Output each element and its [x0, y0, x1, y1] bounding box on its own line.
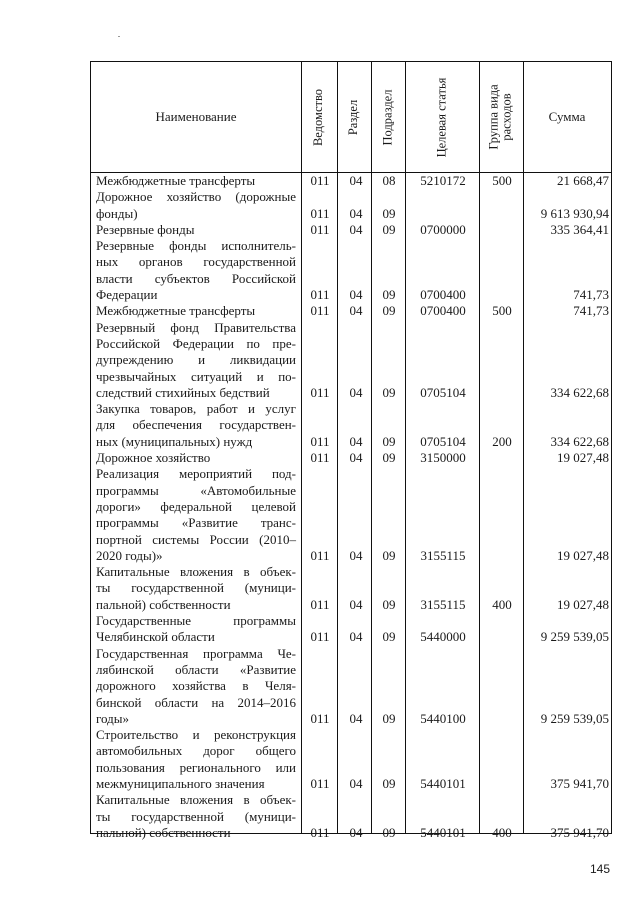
cell-vedomstvo: 011 [310, 596, 330, 612]
cell-celevaya-statya: 5440101 [420, 776, 466, 792]
cell-podrazdel: 09 [382, 303, 396, 319]
cell-vedomstvo: 011 [310, 450, 330, 466]
row-name-line: Дорожное хозяйство (дорожные [96, 189, 296, 205]
row-name [96, 613, 296, 646]
row-name-line: Федерации [96, 287, 158, 303]
cell-celevaya-statya: 5440101 [420, 824, 466, 840]
header-name: Наименование [155, 109, 237, 124]
cell-vedomstvo: 011 [310, 629, 330, 645]
cell-celevaya-statya: 3155115 [420, 596, 466, 612]
cell-gruppa: 500 [492, 173, 512, 188]
cell-celevaya-statya: 0700400 [420, 287, 466, 303]
cell-vedomstvo: 011 [310, 173, 330, 188]
row-name-line: для обеспечения государствен- [96, 417, 296, 433]
cell-podrazdel: 09 [382, 710, 396, 726]
cell-razdel: 04 [349, 433, 363, 449]
row-name-line: Капитальные вложения в объек- [96, 792, 296, 808]
cell-podrazdel: 09 [382, 221, 396, 237]
row-name [96, 646, 296, 727]
cell-celevaya-statya: 5210172 [420, 173, 466, 188]
cell-razdel: 04 [349, 221, 363, 237]
header-gruppa-line1: Группа вида [487, 84, 502, 150]
cell-summa: 19 027,48 [557, 596, 609, 612]
cell-podrazdel: 08 [382, 173, 396, 188]
table-row [91, 238, 611, 303]
row-name [96, 238, 296, 303]
row-name-line: Реализация мероприятий под- [96, 466, 296, 482]
row-name [96, 727, 296, 792]
row-name-line: лябинской области «Развитие [96, 661, 296, 677]
cell-vedomstvo: 011 [310, 710, 330, 726]
header-gruppa-line2: расходов [500, 93, 515, 141]
row-name-line: ных (муниципальных) нужд [96, 433, 253, 449]
row-name-line: Межбюджетные трансферты [96, 303, 256, 319]
table-row [91, 727, 611, 792]
row-name-line: Межбюджетные трансферты [96, 173, 256, 188]
cell-celevaya-statya: 0705104 [420, 433, 466, 449]
row-name [96, 401, 296, 450]
cell-summa: 741,73 [573, 287, 609, 303]
row-name-line: пальной) собственности [96, 824, 231, 840]
row-name-line: бинской области на 2014–2016 [96, 694, 296, 710]
scan-speck [118, 36, 120, 37]
row-name-line: программы «Автомобильные [96, 482, 296, 498]
row-name [96, 792, 296, 841]
row-name-line: автомобильных дорог общего [96, 743, 296, 759]
table-row [91, 222, 611, 238]
cell-razdel: 04 [349, 205, 363, 221]
table-row [91, 466, 611, 564]
cell-vedomstvo: 011 [310, 776, 330, 792]
table-row [91, 189, 611, 222]
cell-celevaya-statya: 3155115 [420, 547, 466, 563]
cell-summa: 21 668,47 [557, 173, 609, 188]
row-name-line: фонды) [96, 205, 138, 221]
cell-summa: 19 027,48 [557, 450, 609, 466]
cell-razdel: 04 [349, 450, 363, 466]
cell-summa: 9 259 539,05 [540, 629, 609, 645]
table-row [91, 173, 611, 189]
row-name-line: годы» [96, 710, 129, 726]
row-name-line: портной системы России (2010– [96, 531, 296, 547]
row-name-line: Резервные фонды исполнитель- [96, 238, 296, 254]
row-name-line: Челябинской области [96, 629, 215, 645]
cell-podrazdel: 09 [382, 776, 396, 792]
cell-podrazdel: 09 [382, 450, 396, 466]
row-name-line: дороги» федеральной целевой [96, 498, 296, 514]
cell-celevaya-statya: 0700400 [420, 303, 466, 319]
header-podrazdel-cell [371, 62, 405, 172]
header-name-cell [91, 62, 301, 172]
row-name-line: Резервные фонды [96, 221, 195, 237]
cell-razdel: 04 [349, 710, 363, 726]
row-name [96, 320, 296, 401]
header-razdel: Раздел [346, 99, 361, 135]
cell-vedomstvo: 011 [310, 547, 330, 563]
cell-vedomstvo: 011 [310, 221, 330, 237]
cell-podrazdel: 09 [382, 596, 396, 612]
cell-summa: 9 613 930,94 [540, 205, 609, 221]
row-name [96, 173, 296, 189]
budget-table [90, 61, 612, 840]
row-name-line: Государственные программы [96, 613, 296, 629]
cell-razdel: 04 [349, 287, 363, 303]
row-name [96, 466, 296, 564]
table-row [91, 792, 611, 841]
row-name-line: программы «Развитие транс- [96, 515, 296, 531]
cell-podrazdel: 09 [382, 824, 396, 840]
cell-razdel: 04 [349, 303, 363, 319]
row-name-line: пальной) собственности [96, 596, 231, 612]
page-number: 145 [589, 862, 610, 876]
cell-razdel: 04 [349, 596, 363, 612]
cell-summa: 334 622,68 [550, 433, 609, 449]
table-row [91, 401, 611, 450]
row-name-line: межмуниципального значения [96, 776, 265, 792]
cell-razdel: 04 [349, 824, 363, 840]
cell-podrazdel: 09 [382, 287, 396, 303]
cell-vedomstvo: 011 [310, 384, 330, 400]
row-name [96, 222, 296, 238]
row-name-line: Капитальные вложения в объек- [96, 564, 296, 580]
row-name-line: Российской Федерации по пре- [96, 335, 296, 351]
cell-celevaya-statya: 3150000 [420, 450, 466, 466]
cell-razdel: 04 [349, 629, 363, 645]
cell-summa: 375 941,70 [550, 824, 609, 840]
cell-podrazdel: 09 [382, 433, 396, 449]
row-name-line: Строительство и реконструкция [96, 727, 296, 743]
cell-gruppa: 400 [492, 824, 512, 840]
row-name-line: Резервный фонд Правительства [96, 319, 296, 335]
cell-summa: 9 259 539,05 [540, 710, 609, 726]
cell-razdel: 04 [349, 384, 363, 400]
cell-celevaya-statya: 0700000 [420, 221, 466, 237]
cell-summa: 19 027,48 [557, 547, 609, 563]
row-name-line: ных органов государственной [96, 254, 296, 270]
cell-celevaya-statya: 5440100 [420, 710, 466, 726]
row-name-line: ты государственной (муници- [96, 580, 296, 596]
header-summa: Сумма [548, 109, 586, 124]
cell-celevaya-statya: 5440000 [420, 629, 466, 645]
header-gruppa [488, 84, 514, 149]
cell-podrazdel: 09 [382, 547, 396, 563]
row-name [96, 189, 296, 222]
cell-gruppa: 200 [492, 433, 512, 449]
table-row [91, 564, 611, 613]
cell-celevaya-statya: 0705104 [420, 384, 466, 400]
header-celevaya-cell [405, 62, 479, 172]
table-row [91, 303, 611, 319]
table-row [91, 320, 611, 402]
table-row [91, 450, 611, 466]
header-gruppa-cell [479, 62, 523, 172]
table-row [91, 613, 611, 646]
cell-summa: 334 622,68 [550, 384, 609, 400]
row-name-line: ты государственной (муници- [96, 808, 296, 824]
row-name-line: 2020 годы)» [96, 547, 163, 563]
cell-gruppa: 400 [492, 596, 512, 612]
row-name-line: Государственная программа Че- [96, 645, 296, 661]
row-name [96, 564, 296, 613]
cell-vedomstvo: 011 [310, 824, 330, 840]
row-name-line: Закупка товаров, работ и услуг [96, 401, 296, 417]
row-name-line: пользования регионального или [96, 759, 296, 775]
row-name-line: власти субъектов Российской [96, 270, 296, 286]
row-name [96, 303, 296, 319]
header-podrazdel: Подраздел [380, 89, 395, 145]
header-vedomstvo: Ведомство [311, 88, 326, 146]
cell-gruppa: 500 [492, 303, 512, 319]
row-name-line: Дорожное хозяйство [96, 450, 211, 466]
cell-razdel: 04 [349, 776, 363, 792]
header-summa-cell [523, 62, 611, 172]
row-name-line: следствий стихийных бедствий [96, 384, 270, 400]
cell-podrazdel: 09 [382, 205, 396, 221]
header-razdel-cell [337, 62, 371, 172]
cell-summa: 375 941,70 [550, 776, 609, 792]
row-name-line: дорожного хозяйства в Челя- [96, 678, 296, 694]
row-name-line: дупреждению и ликвидации [96, 352, 296, 368]
cell-summa: 741,73 [573, 303, 609, 319]
header-vedomstvo-cell [301, 62, 337, 172]
table-row [91, 646, 611, 728]
cell-razdel: 04 [349, 547, 363, 563]
cell-vedomstvo: 011 [310, 205, 330, 221]
cell-vedomstvo: 011 [310, 433, 330, 449]
cell-vedomstvo: 011 [310, 303, 330, 319]
row-name-line: чрезвычайных ситуаций и по- [96, 368, 296, 384]
cell-podrazdel: 09 [382, 629, 396, 645]
cell-summa: 335 364,41 [550, 221, 609, 237]
header-celevaya: Целевая статья [434, 77, 449, 157]
row-name [96, 450, 296, 466]
cell-podrazdel: 09 [382, 384, 396, 400]
cell-razdel: 04 [349, 173, 363, 188]
cell-vedomstvo: 011 [310, 287, 330, 303]
